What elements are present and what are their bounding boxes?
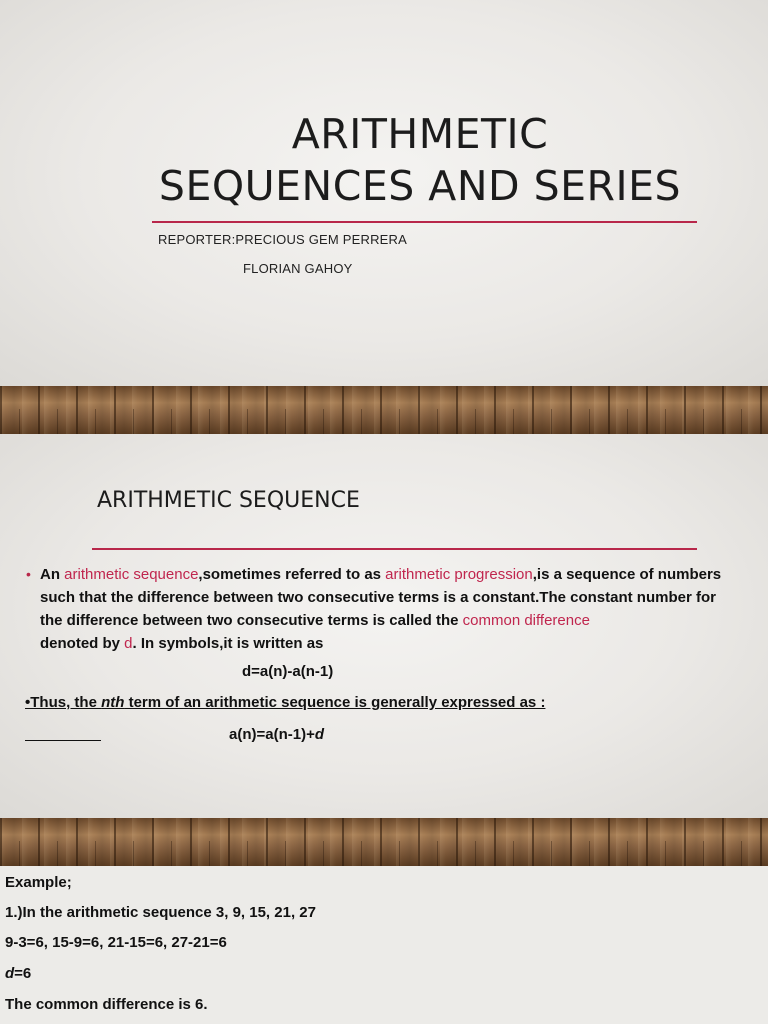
text-mid-1: ,sometimes referred to as	[198, 566, 386, 583]
title-slide	[0, 0, 768, 386]
term-common-difference: common difference	[462, 612, 590, 629]
wood-floor-band	[0, 386, 768, 434]
title-divider	[152, 221, 697, 223]
example-sequence: 1.)In the arithmetic sequence 3, 9, 15, 21, 27	[5, 904, 316, 921]
example-d-value	[5, 965, 31, 982]
bullet-marker: •	[26, 566, 31, 582]
formula-nth-term	[229, 726, 324, 743]
thus-pre: •Thus, the	[25, 694, 102, 711]
definition-paragraph	[40, 563, 740, 655]
formula2-pre: a(n)=a(n-1)+	[229, 726, 315, 743]
title-line-1: ARITHMETIC	[291, 110, 549, 158]
reporter-line-1: REPORTER:PRECIOUS GEM PERRERA	[158, 232, 407, 247]
text-mid-3: denoted by	[40, 635, 125, 652]
title-line-2: SEQUENCES AND SERIES	[158, 162, 682, 210]
thus-nth: nth	[101, 694, 125, 711]
example-d-equals: =6	[14, 965, 32, 982]
text-end: . In symbols,it is written as	[132, 635, 324, 652]
example-d-symbol: d	[5, 965, 15, 982]
example-slide	[0, 866, 768, 1024]
thus-post: term of an arithmetic sequence is generally expressed as :	[124, 694, 546, 711]
formula2-d: d	[314, 726, 325, 743]
wood-floor-band	[0, 818, 768, 866]
example-heading: Example;	[5, 874, 72, 891]
nth-term-statement	[25, 694, 545, 711]
definition-slide	[0, 434, 768, 818]
example-conclusion: The common difference is 6.	[5, 996, 208, 1013]
term-arithmetic-progression: arithmetic progression	[385, 566, 533, 583]
blank-line	[25, 740, 101, 741]
formula-difference: d=a(n)-a(n-1)	[242, 663, 334, 680]
reporter-line-2: FLORIAN GAHOY	[243, 261, 353, 276]
text-an: An	[40, 566, 65, 583]
term-d: d	[124, 635, 133, 652]
slide-title	[100, 108, 740, 212]
heading-divider	[92, 548, 697, 550]
example-differences: 9-3=6, 15-9=6, 21-15=6, 27-21=6	[5, 934, 227, 951]
term-arithmetic-sequence: arithmetic sequence	[64, 566, 199, 583]
slide-heading: ARITHMETIC SEQUENCE	[97, 488, 360, 513]
text-mid-2: ,is a sequence of numbers such that the difference between two consecutive terms is a constant.The constant number for the difference between two consecutive terms is called the	[40, 566, 722, 629]
